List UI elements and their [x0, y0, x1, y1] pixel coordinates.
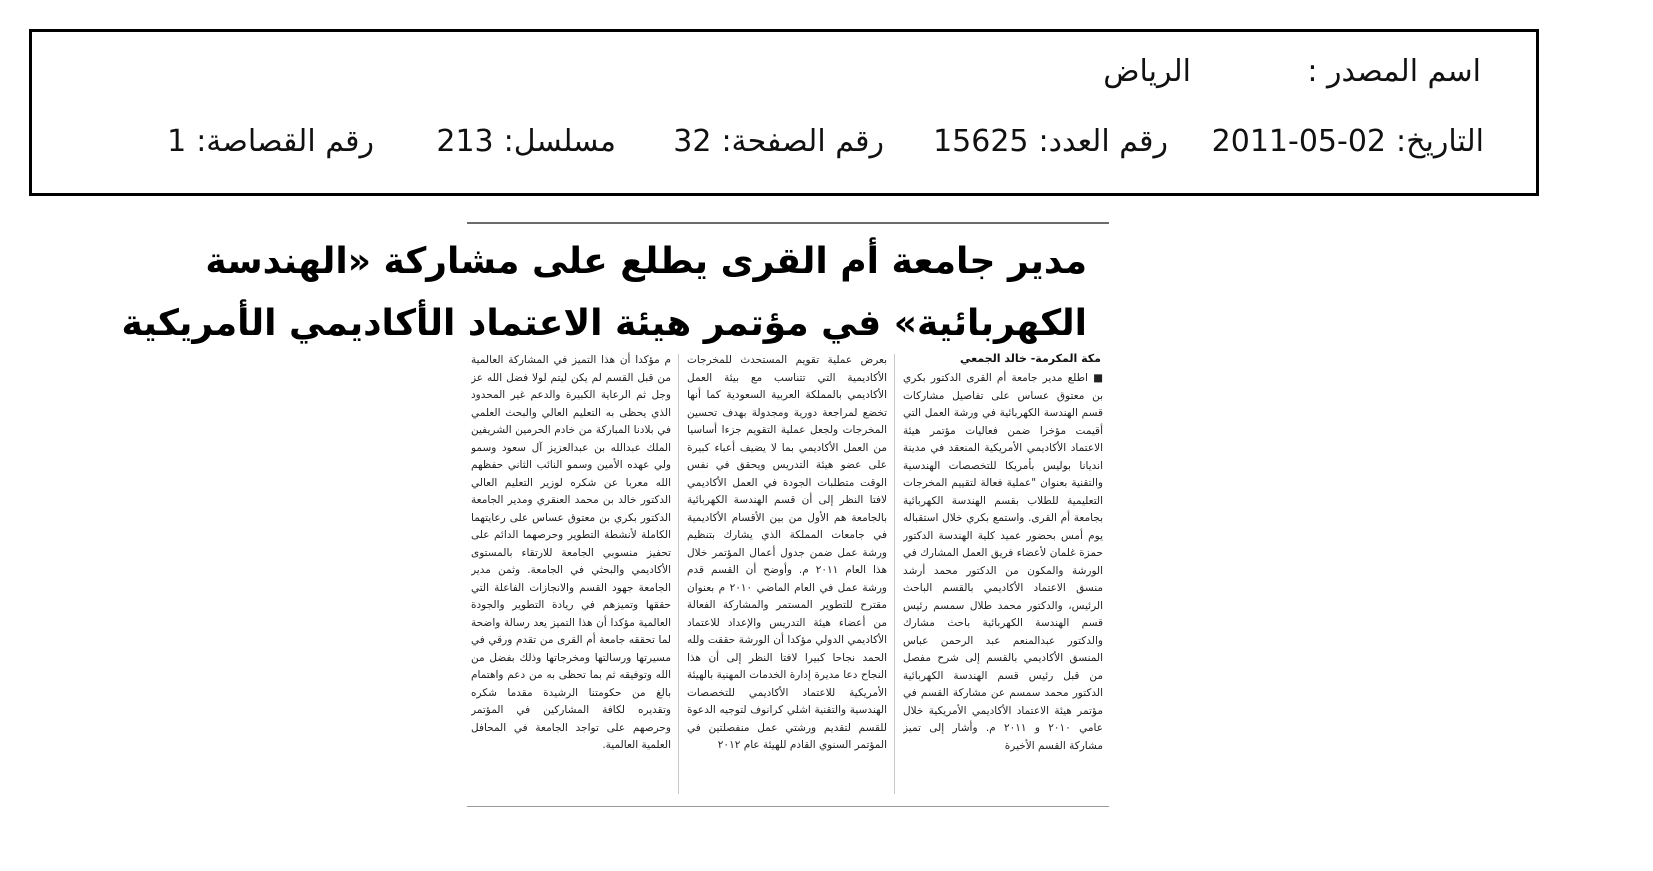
date-label: التاريخ:	[1396, 124, 1484, 159]
article-column-3	[471, 352, 671, 800]
clip-value: 1	[167, 124, 187, 159]
source-metadata-box	[29, 29, 1539, 196]
serial-field	[436, 124, 616, 160]
clipping-bottom-rule	[467, 806, 1109, 807]
source-value: الرياض	[1103, 54, 1191, 89]
headline-line-2: الكهربائية» في مؤتمر هيئة الاعتماد الأكاديمي الأمريكية	[121, 303, 1087, 344]
issue-field	[933, 124, 1168, 160]
date-field	[1212, 124, 1484, 160]
column-divider	[894, 354, 895, 794]
headline-line-1: مدير جامعة أم القرى يطلع على مشاركة «الهندسة	[205, 241, 1087, 282]
source-label: اسم المصدر :	[1307, 54, 1481, 89]
article-column-2-text: بعرض عملية تقويم المستحدث للمخرجات الأكاديمية التي تتناسب مع بيئة العمل الأكاديمي بالمملكة العربية السعودية كما أنها تخضع لمراجعة دورية ومجدولة بهدف تحسين المخرجات ولجعل عملية التقويم جزءا أساسيا من العمل الأكاديمي بما لا يضيف أعباء كبيرة على عضو هيئة التدريس ويحقق في نفس الوقت متطلبات الجودة في العمل الأكاديمي لافتا النظر إلى أن قسم الهندسة الكهربائية بالجامعة هم الأول من بين الأقسام الأكاديمية في جامعات المملكة الذي يشارك بتنظيم ورشة عمل ضمن جدول أعمال المؤتمر خلال هذا العام ٢٠١١ م. وأوضح أن القسم قدم ورشة عمل في العام الماضي ٢٠١٠ م بعنوان مقترح للتطوير المستمر والمشاركة الفعالة من أعضاء هيئة التدريس والإعداد للاعتماد الأكاديمي الدولي مؤكدا أن الورشة حققت ولله الحمد نجاحا كبيرا لافتا النظر إلى أن هذا النجاح دعا مديرة إدارة الخدمات المهنية بالهيئة الأمريكية للاعتماد الأكاديمي للتخصصات الهندسية والتقنية اشلي كرانوف لتوجيه الدعوة للقسم لتقديم ورشتي عمل منفصلتين في المؤتمر السنوي القادم للهيئة عام ٢٠١٢	[687, 354, 887, 751]
serial-label: مسلسل:	[503, 124, 616, 159]
clipping-top-rule	[467, 222, 1109, 224]
issue-value: 15625	[933, 124, 1029, 159]
newspaper-clipping	[121, 222, 1109, 807]
page-value: 32	[673, 124, 712, 159]
serial-value: 213	[436, 124, 494, 159]
article-column-2	[687, 352, 887, 800]
article-column-1-text: ■ اطلع مدير جامعة أم القرى الدكتور بكري بن معتوق عساس على تفاصيل مشاركات قسم الهندسة الكهربائية في ورشة العمل التي أقيمت مؤخرا ضمن فعاليات مؤتمر هيئة الاعتماد الأكاديمي الأمريكية المنعقد في مدينة انديانا بوليس بأمريكا للتخصصات الهندسية والتقنية بعنوان "عملية فعالة لتقييم المخرجات التعليمية للطلاب بقسم الهندسة الكهربائية بجامعة أم القرى. واستمع بكري خلال استقباله يوم أمس بحضور عميد كلية الهندسة الدكتور حمزة غلمان لأعضاء فريق العمل المشارك في الورشة والمكون من الدكتور محمد أرشد منسق الاعتماد الأكاديمي بالقسم الباحث الرئيس، والدكتور محمد طلال سمسم رئيس قسم الهندسة الكهربائية باحث مشارك والدكتور عبدالمنعم عبد الرحمن عباس المنسق الأكاديمي بالقسم إلى شرح مفصل من قبل رئيس قسم الهندسة الكهربائية الدكتور محمد سمسم عن مشاركة القسم في مؤتمر هيئة الاعتماد الأكاديمي الأمريكية خلال عامي ٢٠١٠ و ٢٠١١ م. وأشار إلى تميز مشاركة القسم الأخيرة	[903, 372, 1103, 752]
issue-label: رقم العدد:	[1038, 124, 1168, 159]
byline: مكة المكرمة- خالد الجمعي	[959, 352, 1101, 365]
date-value: 2011-05-02	[1211, 124, 1387, 159]
article-column-3-text: م مؤكدا أن هذا التميز في المشاركة العالمية من قبل القسم لم يكن ليتم لولا فضل الله عز وجل ثم الرعاية الكبيرة والدعم غير المحدود الذي يحظى به التعليم العالي والبحث العلمي في بلادنا المباركة من خادم الحرمين الشريفين الملك عبدالله بن عبدالعزيز آل سعود وسمو ولي عهده الأمين وسمو النائب الثاني حفظهم الله معربا عن شكره لوزير التعليم العالي الدكتور خالد بن محمد العنقري ومدير الجامعة الدكتور بكري بن معتوق عساس على رعايتهما الكاملة لأنشطة التطوير وحرصهما الدائم على تحفيز منسوبي الجامعة للارتقاء بالمستوى الأكاديمي والبحثي في الجامعة. وثمن مدير الجامعة جهود القسم والانجازات الفاعلة التي حققها وتميزهم في ريادة التطوير والجودة العالمية مؤكدا أن هذا التميز يعد رسالة واضحة لما تحققه جامعة أم القرى من تقدم ورقي في مسيرتها ورسالتها ومخرجاتها وذلك بفضل من الله وتوفيقه ثم بما تحظى به من دعم واهتمام بالغ من حكومتنا الرشيدة مقدما شكره وتقديره لكافة المشاركين في المؤتمر وحرصهم على تواجد الجامعة في المحافل العلمية العالمية.	[471, 354, 671, 751]
article-column-1	[903, 370, 1103, 800]
clip-label: رقم القصاصة:	[196, 124, 374, 159]
clip-field	[167, 124, 374, 160]
page-label: رقم الصفحة:	[721, 124, 884, 159]
page-field	[673, 124, 884, 160]
column-divider	[678, 354, 679, 794]
